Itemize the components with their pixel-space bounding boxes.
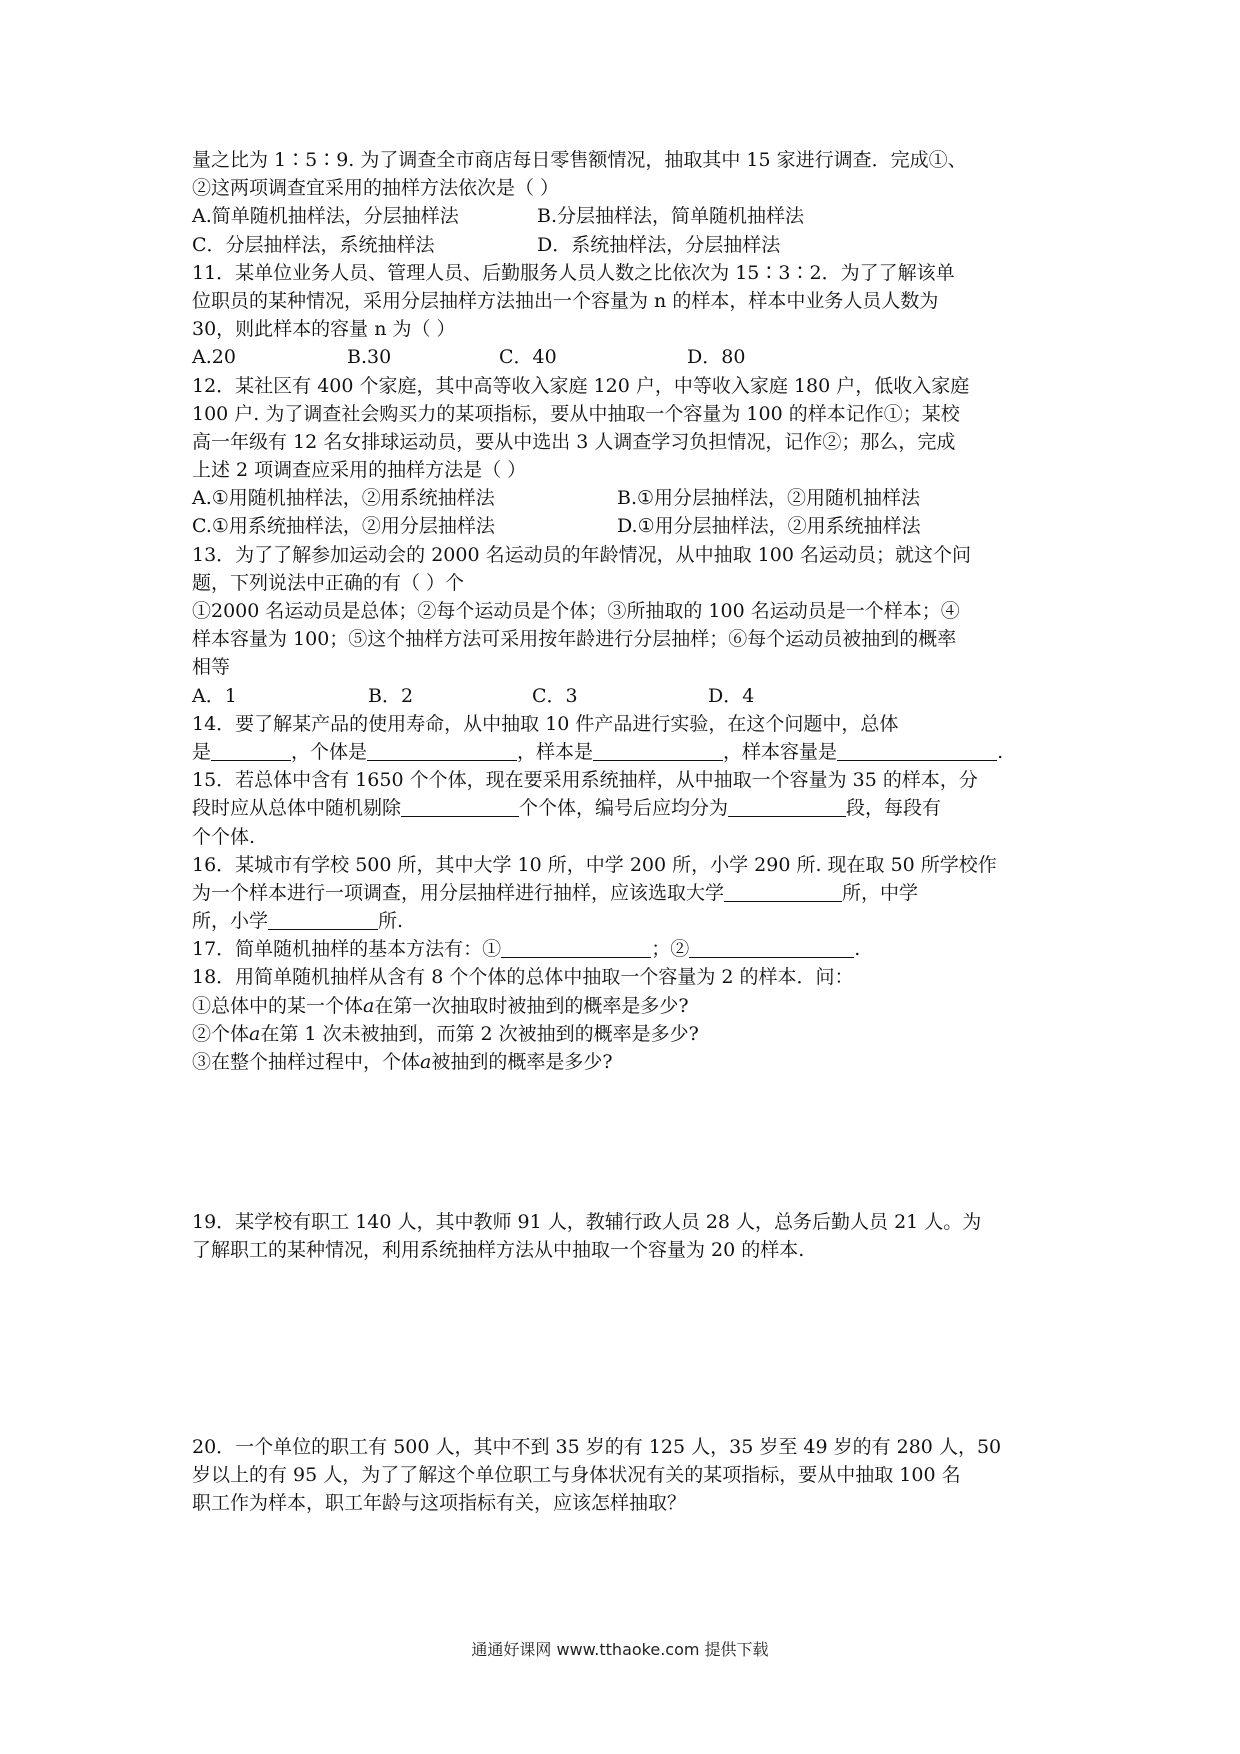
q19-line-2: 了解职工的某种情况，利用系统抽样方法从中抽取一个容量为 20 的样本. xyxy=(192,1239,805,1262)
q10-option-d: D．系统抽样法，分层抽样法 xyxy=(537,233,781,256)
q14-blank-population[interactable] xyxy=(211,740,291,761)
q15-text-1: 段时应从总体中随机剔除 xyxy=(192,797,402,820)
q18-sub-3-text-b: 被抽到的概率是多少? xyxy=(431,1051,613,1073)
q14-text-5: . xyxy=(997,740,1004,763)
q14-line-1: 14．要了解某产品的使用寿命，从中抽取 10 件产品进行实验，在这个问题中，总体 xyxy=(192,712,899,735)
worksheet-content xyxy=(192,146,1062,1517)
q13-options xyxy=(192,682,1062,710)
q18-sub-1-text-a: ①总体中的某一个体 xyxy=(192,994,364,1017)
q14-text-1: 是 xyxy=(192,740,212,763)
q12-options-row-1 xyxy=(192,484,1062,512)
q17-text-3: . xyxy=(854,938,861,961)
q11-line-1: 11．某单位业务人员、管理人员、后勤服务人员人数之比依次为 15∶3∶2．为了了解该单 xyxy=(192,261,955,284)
q18-sub-1-text-b: 在第一次抽取时被抽到的概率是多少? xyxy=(374,994,689,1017)
q12-line-4: 上述 2 项调查应采用的抽样方法是（ ） xyxy=(192,459,527,482)
q10-options-row-2 xyxy=(192,231,1062,259)
q17-blank-method-2[interactable] xyxy=(689,937,854,958)
q13-line-2: 题，下列说法中正确的有（ ）个 xyxy=(192,571,465,594)
q18-variable-a: a xyxy=(420,1051,432,1073)
q20-line-3: 职工作为样本，职工年龄与这项指标有关，应该怎样抽取？ xyxy=(192,1491,687,1514)
q18-line-1: 18．用简单随机抽样从含有 8 个个体的总体中抽取一个容量为 2 的样本．问： xyxy=(192,966,854,989)
q13-option-c: C．3 xyxy=(532,684,578,707)
q20-line-2: 岁以上的有 95 人，为了了解这个单位职工与身体状况有关的某项指标，要从中抽取 100 名 xyxy=(192,1463,961,1486)
q14-text-3: ，样本是 xyxy=(517,740,594,763)
q13-option-a: A．1 xyxy=(192,684,237,707)
q15-blank-removed[interactable] xyxy=(401,796,519,817)
q17-text-1: 17．简单随机抽样的基本方法有：① xyxy=(192,938,502,961)
q14-blank-individual[interactable] xyxy=(367,740,517,761)
q16-line-3 xyxy=(192,907,1062,935)
q14-line-2 xyxy=(192,738,1062,766)
q18-variable-a: a xyxy=(249,1022,261,1045)
q15-line-3: 个个体. xyxy=(192,825,256,848)
q20-line-1: 20．一个单位的职工有 500 人，其中不到 35 岁的有 125 人，35 岁至 49 岁的有 280 人，50 xyxy=(192,1435,1002,1458)
q18-sub-2-text-a: ②个体 xyxy=(192,1022,250,1045)
q15-text-2: 个个体，编号后应均分为 xyxy=(519,797,729,820)
q11-option-a: A.20 xyxy=(192,346,236,369)
q16-text-1: 为一个样本进行一项调查，用分层抽样进行抽样，应该选取大学 xyxy=(192,881,725,904)
q16-text-2: 所，中学 xyxy=(842,881,919,904)
q10-option-c: C．分层抽样法，系统抽样法 xyxy=(192,233,435,256)
q15-line-1: 15．若总体中含有 1650 个个体，现在要采用系统抽样，从中抽取一个容量为 35 的样本，分 xyxy=(192,769,978,792)
q11-option-c: C．40 xyxy=(499,346,557,369)
q10-option-b: B.分层抽样法，简单随机抽样法 xyxy=(537,205,805,228)
q12-option-a: A.①用随机抽样法，②用系统抽样法 xyxy=(192,487,495,510)
q10-line-1: 量之比为 1∶5∶9. 为了调查全市商店每日零售额情况，抽取其中 15 家进行调查．完成①、 xyxy=(192,149,967,171)
q16-line-2 xyxy=(192,879,1062,907)
q16-text-4: 所. xyxy=(378,910,404,933)
q10-option-a: A.简单随机抽样法，分层抽样法 xyxy=(192,205,459,228)
q16-blank-university[interactable] xyxy=(724,881,842,902)
page-footer: 通通好课网 www.tthaoke.com 提供下载 xyxy=(471,1640,769,1659)
q13-option-b: B．2 xyxy=(368,684,414,707)
q18-sub-3-text-a: ③在整个抽样过程中，个体 xyxy=(192,1051,421,1073)
q16-line-1: 16．某城市有学校 500 所，其中大学 10 所，中学 200 所，小学 290 所. 现在取 50 所学校作 xyxy=(192,853,997,876)
q15-line-2 xyxy=(192,794,1062,822)
q13-line-3: ①2000 名运动员是总体；②每个运动员是个体；③所抽取的 100 名运动员是一个样本；④ xyxy=(192,600,960,622)
q12-option-d: D.①用分层抽样法，②用系统抽样法 xyxy=(617,515,921,538)
q19-line-1: 19．某学校有职工 140 人，其中教师 91 人，教辅行政人员 28 人，总务后勤人员 21 人。为 xyxy=(192,1211,982,1234)
q14-text-4: ，样本容量是 xyxy=(723,740,838,763)
q10-line-2: ②这两项调查宜采用的抽样方法依次是（ ） xyxy=(192,177,560,200)
q12-line-1: 12．某社区有 400 个家庭，其中高等收入家庭 120 户，中等收入家庭 180 户，低收入家庭 xyxy=(192,374,970,397)
q15-blank-segments[interactable] xyxy=(728,796,846,817)
answer-space-18 xyxy=(192,1076,1062,1208)
q18-sub-1 xyxy=(192,992,1062,1020)
q17-text-2: ；② xyxy=(651,938,690,961)
q13-line-4: 样本容量为 100；⑤这个抽样方法可采用按年龄进行分层抽样；⑥每个运动员被抽到的概率 xyxy=(192,628,957,651)
q12-line-2: 100 户. 为了调查社会购买力的某项指标，要从中抽取一个容量为 100 的样本记作①；某校 xyxy=(192,402,960,425)
q11-line-3: 30，则此样本的容量 n 为（ ） xyxy=(192,318,456,341)
q10-options-row-1 xyxy=(192,202,1062,230)
q12-option-c: C.①用系统抽样法，②用分层抽样法 xyxy=(192,515,495,538)
q12-options-row-2 xyxy=(192,512,1062,540)
q14-text-2: ，个体是 xyxy=(291,740,368,763)
q18-sub-2-text-b: 在第 1 次未被抽到，而第 2 次被抽到的概率是多少? xyxy=(260,1022,699,1045)
q18-sub-2 xyxy=(192,1020,1062,1048)
answer-space-19 xyxy=(192,1265,1062,1433)
q17-blank-method-1[interactable] xyxy=(501,937,651,958)
q14-blank-sample[interactable] xyxy=(593,740,723,761)
q16-text-3: 所，小学 xyxy=(192,910,269,933)
q16-blank-primary[interactable] xyxy=(268,909,378,930)
q18-variable-a: a xyxy=(363,994,375,1017)
q15-text-3: 段，每段有 xyxy=(846,797,942,820)
q11-option-d: D．80 xyxy=(687,346,746,369)
q12-line-3: 高一年级有 12 名女排球运动员，要从中选出 3 人调查学习负担情况，记作②；那么，完成 xyxy=(192,430,956,453)
q14-blank-sample-size[interactable] xyxy=(837,740,997,761)
q12-option-b: B.①用分层抽样法，②用随机抽样法 xyxy=(617,487,921,510)
q13-line-5: 相等 xyxy=(192,656,231,679)
q11-options xyxy=(192,343,1062,371)
q13-option-d: D．4 xyxy=(708,684,755,707)
q13-line-1: 13．为了了解参加运动会的 2000 名运动员的年龄情况，从中抽取 100 名运动员；就这个问 xyxy=(192,543,971,566)
q11-option-b: B.30 xyxy=(347,346,392,369)
q18-sub-3 xyxy=(192,1048,1062,1076)
q11-line-2: 位职员的某种情况，采用分层抽样方法抽出一个容量为 n 的样本，样本中业务人员人数为 xyxy=(192,289,939,312)
q17-line xyxy=(192,935,1062,963)
